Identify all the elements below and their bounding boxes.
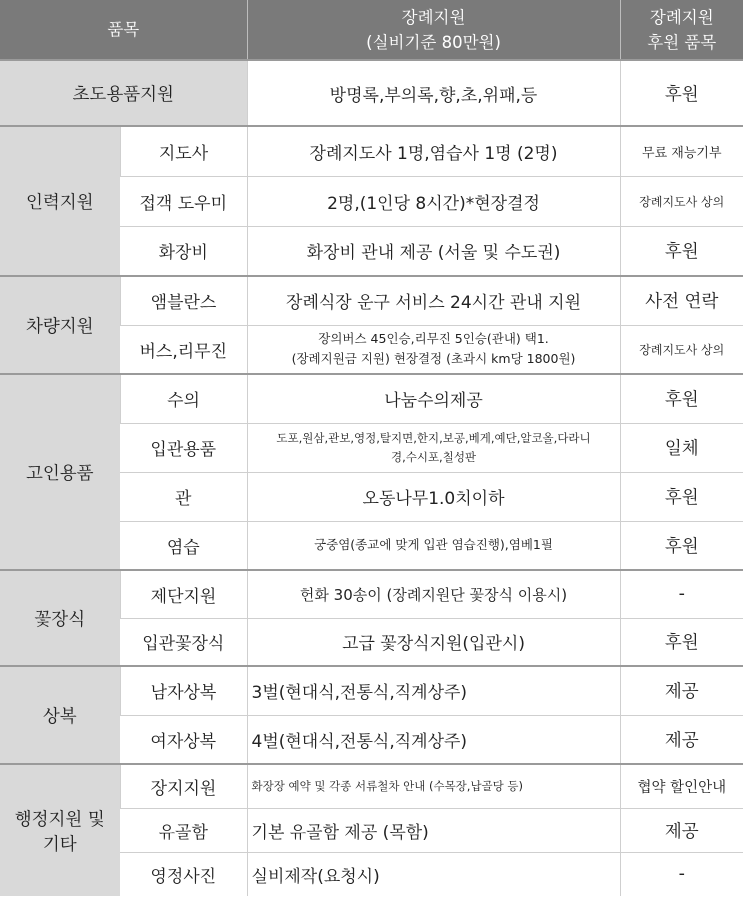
support-cell: 협약 할인안내 <box>620 764 743 808</box>
header-sponsor <box>620 0 743 60</box>
table-row <box>0 764 743 808</box>
support-cell: 후원 <box>620 60 743 126</box>
support-cell: 후원 <box>620 521 743 570</box>
support-cell: 후원 <box>620 472 743 521</box>
content-cell: 방명록,부의록,향,초,위패,등 <box>247 60 620 126</box>
support-cell: 무료 재능기부 <box>620 126 743 176</box>
content-cell: 고급 꽃장식지원(입관시) <box>247 618 620 666</box>
content-cell <box>247 325 620 374</box>
content-line: 도포,원삼,관보,영정,탈지면,한지,보공,베게,예단,알코올,다라니 <box>276 430 591 445</box>
subcategory-cell: 관 <box>120 472 247 521</box>
subcategory-cell: 앰블란스 <box>120 276 247 325</box>
content-cell: 나눔수의제공 <box>247 374 620 423</box>
table-row <box>0 570 743 618</box>
category-line: 기타 <box>42 834 77 855</box>
support-cell: 제공 <box>620 715 743 764</box>
subcategory-cell: 여자상복 <box>120 715 247 764</box>
header-sponsor-subtitle: 후원 품목 <box>647 32 717 52</box>
category-cell: 꽃장식 <box>0 570 120 666</box>
header-support-subtitle: (실비기준 80만원) <box>366 32 501 52</box>
support-cell: 사전 연락 <box>620 276 743 325</box>
header-support-title: 장례지원 <box>401 7 466 27</box>
category-cell: 상복 <box>0 666 120 764</box>
content-cell: 화장장 예약 및 각종 서류철차 안내 (수목장,납골당 등) <box>247 764 620 808</box>
table-row <box>0 666 743 715</box>
header-support <box>247 0 620 60</box>
support-cell: 후원 <box>620 618 743 666</box>
subcategory-cell: 염습 <box>120 521 247 570</box>
subcategory-cell: 수의 <box>120 374 247 423</box>
header-item <box>0 0 247 60</box>
support-cell: 장례지도사 상의 <box>620 176 743 226</box>
support-cell: 제공 <box>620 666 743 715</box>
table-row <box>0 60 743 126</box>
support-cell: 후원 <box>620 374 743 423</box>
content-line: 장의버스 45인승,리무진 5인승(관내) 택1. <box>318 331 549 347</box>
content-cell: 오동나무1.0치이하 <box>247 472 620 521</box>
category-cell: 초도용품지원 <box>0 60 247 126</box>
subcategory-cell: 입관꽃장식 <box>120 618 247 666</box>
category-line: 행정지원 및 <box>14 809 105 830</box>
content-cell <box>247 423 620 472</box>
table-row <box>0 374 743 423</box>
subcategory-cell: 입관용품 <box>120 423 247 472</box>
category-cell: 차량지원 <box>0 276 120 374</box>
subcategory-cell: 장지지원 <box>120 764 247 808</box>
content-cell: 장례식장 운구 서비스 24시간 관내 지원 <box>247 276 620 325</box>
content-cell: 화장비 관내 제공 (서울 및 수도권) <box>247 226 620 276</box>
content-cell: 기본 유골함 제공 (목함) <box>247 808 620 852</box>
support-cell: - <box>620 570 743 618</box>
subcategory-cell: 화장비 <box>120 226 247 276</box>
content-line: 경,수시포,칠성판 <box>390 449 477 464</box>
support-cell: - <box>620 852 743 896</box>
support-cell: 장례지도사 상의 <box>620 325 743 374</box>
table-row <box>0 276 743 325</box>
header-sponsor-title: 장례지원 <box>649 7 714 27</box>
subcategory-cell: 유골함 <box>120 808 247 852</box>
content-cell: 장례지도사 1명,염습사 1명 (2명) <box>247 126 620 176</box>
support-cell: 제공 <box>620 808 743 852</box>
category-cell <box>0 764 120 896</box>
content-line: (장례지원금 지원) 현장결정 (초과시 km당 1800원) <box>291 351 576 367</box>
content-cell: 헌화 30송이 (장례지원단 꽃장식 이용시) <box>247 570 620 618</box>
subcategory-cell: 제단지원 <box>120 570 247 618</box>
support-cell: 일체 <box>620 423 743 472</box>
content-cell: 4벌(현대식,전통식,직계상주) <box>247 715 620 764</box>
category-cell: 인력지원 <box>0 126 120 276</box>
subcategory-cell: 영정사진 <box>120 852 247 896</box>
content-cell: 3벌(현대식,전통식,직계상주) <box>247 666 620 715</box>
header-row <box>0 0 743 60</box>
subcategory-cell: 남자상복 <box>120 666 247 715</box>
subcategory-cell: 지도사 <box>120 126 247 176</box>
category-cell: 고인용품 <box>0 374 120 570</box>
subcategory-cell: 버스,리무진 <box>120 325 247 374</box>
table-row <box>0 126 743 176</box>
subcategory-cell: 접객 도우미 <box>120 176 247 226</box>
support-cell: 후원 <box>620 226 743 276</box>
content-cell: 궁중염(종교에 맞게 입관 염습진행),염베1필 <box>247 521 620 570</box>
header-item-label: 품목 <box>107 20 140 39</box>
content-cell: 실비제작(요청시) <box>247 852 620 896</box>
content-cell: 2명,(1인당 8시간)*현장결정 <box>247 176 620 226</box>
